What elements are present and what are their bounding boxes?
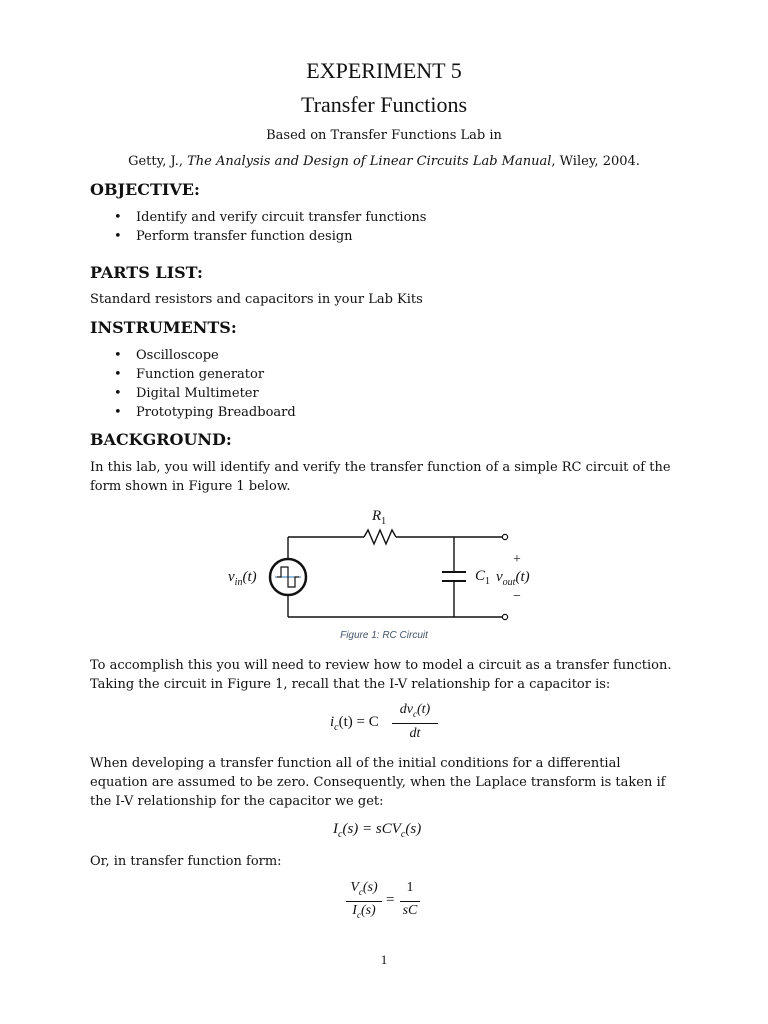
- list-item: • Perform transfer function design: [110, 227, 426, 246]
- capacitor-label: $C_1$: [475, 568, 491, 587]
- background-paragraph-2: To accomplish this you will need to review how to model a circuit as a transfer function. Taking the circuit in Figure 1, recall that the I-V relationship for a capacitor is:: [90, 658, 672, 692]
- fraction-denominator: dt: [409, 726, 421, 741]
- background-heading: BACKGROUND:: [90, 430, 232, 449]
- figure-caption: Figure 1: RC Circuit: [340, 630, 428, 641]
- background-paragraph-3: When developing a transfer function all of the initial conditions for a differential equation are assumed to be zero. Consequently, when the Laplace transform is taken if the I-V relationship for the capacitor we get:: [90, 756, 666, 809]
- laplace-equation: $I_c(s) = sCV_c(s)$: [333, 821, 422, 840]
- list-item: • Function generator: [110, 365, 296, 384]
- list-item: • Oscilloscope: [110, 346, 296, 365]
- output-terminal-bottom: [502, 614, 507, 619]
- resistor-icon: [364, 530, 396, 544]
- objective-heading: OBJECTIVE:: [90, 180, 200, 199]
- tf-rhs-numerator: 1: [406, 880, 414, 895]
- parts-list-heading: PARTS LIST:: [90, 263, 203, 282]
- transfer-function-equation: [346, 880, 426, 924]
- citation-title: The Analysis and Design of Linear Circuits Lab Manual: [187, 154, 552, 169]
- tf-rhs-denominator: sC: [402, 903, 418, 918]
- list-item: • Digital Multimeter: [110, 384, 296, 403]
- square-wave-source-icon: [270, 559, 306, 595]
- instruments-list: [110, 346, 296, 422]
- minus-sign: −: [513, 589, 521, 604]
- output-terminal-top: [502, 534, 507, 539]
- page-number: 1: [380, 952, 388, 967]
- input-voltage-label: $v_{in}(t)$: [228, 569, 257, 588]
- fraction-bar: [392, 723, 438, 724]
- background-paragraph-1: In this lab, you will identify and verify the transfer function of a simple RC circuit of the form shown in Figure 1 below.: [90, 460, 671, 494]
- list-item: • Prototyping Breadboard: [110, 403, 296, 422]
- tf-equals: =: [386, 892, 395, 908]
- fraction-numerator: $dv_c(t)$: [399, 702, 431, 719]
- list-item: • Identify and verify circuit transfer functions: [110, 208, 426, 227]
- resistor-label: $R_1$: [372, 508, 387, 527]
- experiment-number: EXPERIMENT 5: [306, 58, 462, 83]
- citation: [0, 154, 768, 169]
- tf-numerator: $V_c(s)$: [350, 880, 378, 897]
- tf-denominator: $I_c(s)$: [352, 903, 376, 920]
- capacitor-icon: [442, 572, 466, 581]
- capacitor-iv-equation: [330, 702, 530, 748]
- output-voltage-label: $v_{out}(t)$: [496, 569, 530, 588]
- parts-list-text: Standard resistors and capacitors in your Lab Kits: [90, 292, 423, 307]
- equation-lhs: $i_c(t) = C$: [330, 714, 379, 733]
- citation-author: Getty, J.,: [128, 154, 188, 169]
- plus-sign: +: [513, 552, 521, 567]
- tf-rhs-bar: [400, 901, 420, 902]
- background-paragraph-4: Or, in transfer function form:: [90, 854, 282, 869]
- page-title: Transfer Functions: [300, 92, 468, 117]
- tf-fraction-bar: [346, 901, 382, 902]
- citation-publisher: , Wiley, 2004.: [551, 154, 640, 169]
- objective-list: [110, 208, 426, 246]
- based-on-line: Based on Transfer Functions Lab in: [266, 128, 502, 143]
- rc-circuit-diagram: [220, 500, 560, 630]
- instruments-heading: INSTRUMENTS:: [90, 318, 237, 337]
